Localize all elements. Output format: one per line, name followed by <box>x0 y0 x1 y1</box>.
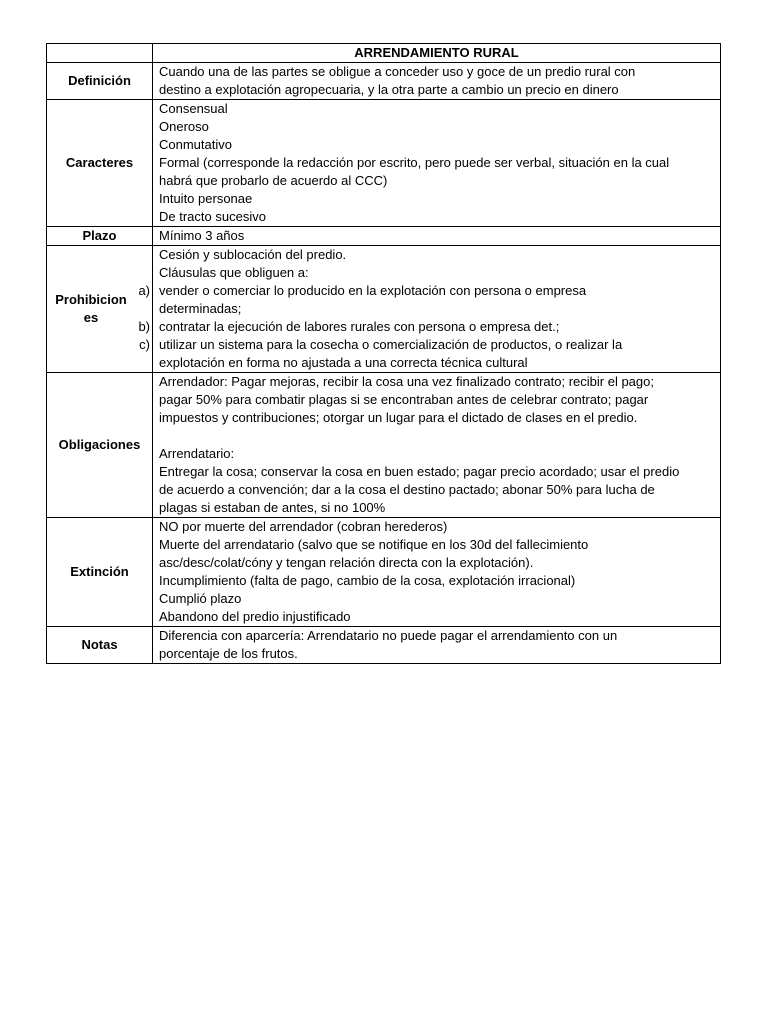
row-extincion <box>47 518 721 627</box>
row-content-definicion <box>153 63 721 100</box>
row-label-extincion: Extinción <box>47 518 153 627</box>
extincion-line: Incumplimiento (falta de pago, cambio de la cosa, explotación irracional) <box>159 573 576 588</box>
row-plazo <box>47 227 721 246</box>
row-content-prohibiciones <box>153 246 721 373</box>
caracteres-line: Consensual <box>159 101 228 116</box>
extincion-line: Abandono del predio injustificado <box>159 609 351 624</box>
marker-b: b) <box>138 319 150 334</box>
notas-line: Diferencia con aparcería: Arrendatario no puede pagar el arrendamiento con un <box>159 628 618 643</box>
caracteres-line: Conmutativo <box>159 137 232 152</box>
row-label-obligaciones: Obligaciones <box>47 373 153 518</box>
obligaciones-line: Entregar la cosa; conservar la cosa en buen estado; pagar precio acordado; usar el predio <box>159 464 680 479</box>
extincion-line: NO por muerte del arrendador (cobran herederos) <box>159 519 448 534</box>
prohibiciones-line: determinadas; <box>159 301 242 316</box>
obligaciones-line: de acuerdo a convención; dar a la cosa el destino pactado; abonar 50% para lucha de <box>159 482 655 497</box>
row-definicion <box>47 63 721 100</box>
row-label-notas: Notas <box>47 627 153 664</box>
row-label-caracteres: Caracteres <box>47 100 153 227</box>
obligaciones-line: Arrendatario: <box>159 446 235 461</box>
row-label-prohibiciones-cell <box>47 246 153 373</box>
header-empty-cell <box>47 44 153 63</box>
definicion-line: destino a explotación agropecuaria, y la otra parte a cambio un precio en dinero <box>159 82 619 97</box>
obligaciones-blank-line <box>159 427 720 445</box>
prohibiciones-line: utilizar un sistema para la cosecha o comercialización de productos, o realizar la <box>159 337 623 352</box>
caracteres-line: Intuito personae <box>159 191 253 206</box>
prohibiciones-line: contratar la ejecución de labores rurales con persona o empresa det.; <box>159 319 560 334</box>
extincion-line: Muerte del arrendatario (salvo que se notifique en los 30d del fallecimiento <box>159 537 589 552</box>
marker-c: c) <box>139 337 150 352</box>
row-content-obligaciones <box>153 373 721 518</box>
row-content-notas <box>153 627 721 664</box>
row-label-prohibiciones: Prohibiciones <box>55 292 127 325</box>
plazo-line: Mínimo 3 años <box>159 228 245 243</box>
prohibiciones-line: explotación en forma no ajustada a una correcta técnica cultural <box>159 355 528 370</box>
table-title: ARRENDAMIENTO RURAL <box>153 44 721 63</box>
extincion-line: asc/desc/colat/cóny y tengan relación directa con la explotación). <box>159 555 534 570</box>
row-label-definicion: Definición <box>47 63 153 100</box>
definicion-line: Cuando una de las partes se obligue a conceder uso y goce de un predio rural con <box>159 64 636 79</box>
obligaciones-line: pagar 50% para combatir plagas si se encontraban antes de celebrar contrato; pagar <box>159 392 649 407</box>
caracteres-line: De tracto sucesivo <box>159 209 266 224</box>
arrendamiento-table <box>46 43 721 664</box>
row-label-plazo: Plazo <box>47 227 153 246</box>
caracteres-line: Oneroso <box>159 119 209 134</box>
row-caracteres <box>47 100 721 227</box>
obligaciones-line: Arrendador: Pagar mejoras, recibir la cosa una vez finalizado contrato; recibir el pago; <box>159 374 654 389</box>
table-header-row <box>47 44 721 63</box>
row-content-caracteres <box>153 100 721 227</box>
notas-line: porcentaje de los frutos. <box>159 646 298 661</box>
prohibiciones-line: Cláusulas que obliguen a: <box>159 265 309 280</box>
row-notas <box>47 627 721 664</box>
obligaciones-line: plagas si estaban de antes, si no 100% <box>159 500 386 515</box>
prohibiciones-line: Cesión y sublocación del predio. <box>159 247 347 262</box>
row-content-plazo <box>153 227 721 246</box>
caracteres-line: habrá que probarlo de acuerdo al CCC) <box>159 173 388 188</box>
extincion-line: Cumplió plazo <box>159 591 242 606</box>
prohibiciones-label-wrap <box>47 246 152 372</box>
row-obligaciones <box>47 373 721 518</box>
row-prohibiciones <box>47 246 721 373</box>
prohibiciones-line: vender o comerciar lo producido en la explotación con persona o empresa <box>159 283 587 298</box>
obligaciones-line: impuestos y contribuciones; otorgar un lugar para el dictado de clases en el predio. <box>159 410 638 425</box>
row-content-extincion <box>153 518 721 627</box>
caracteres-line: Formal (corresponde la redacción por escrito, pero puede ser verbal, situación en la cual <box>159 155 670 170</box>
marker-a: a) <box>138 283 150 298</box>
